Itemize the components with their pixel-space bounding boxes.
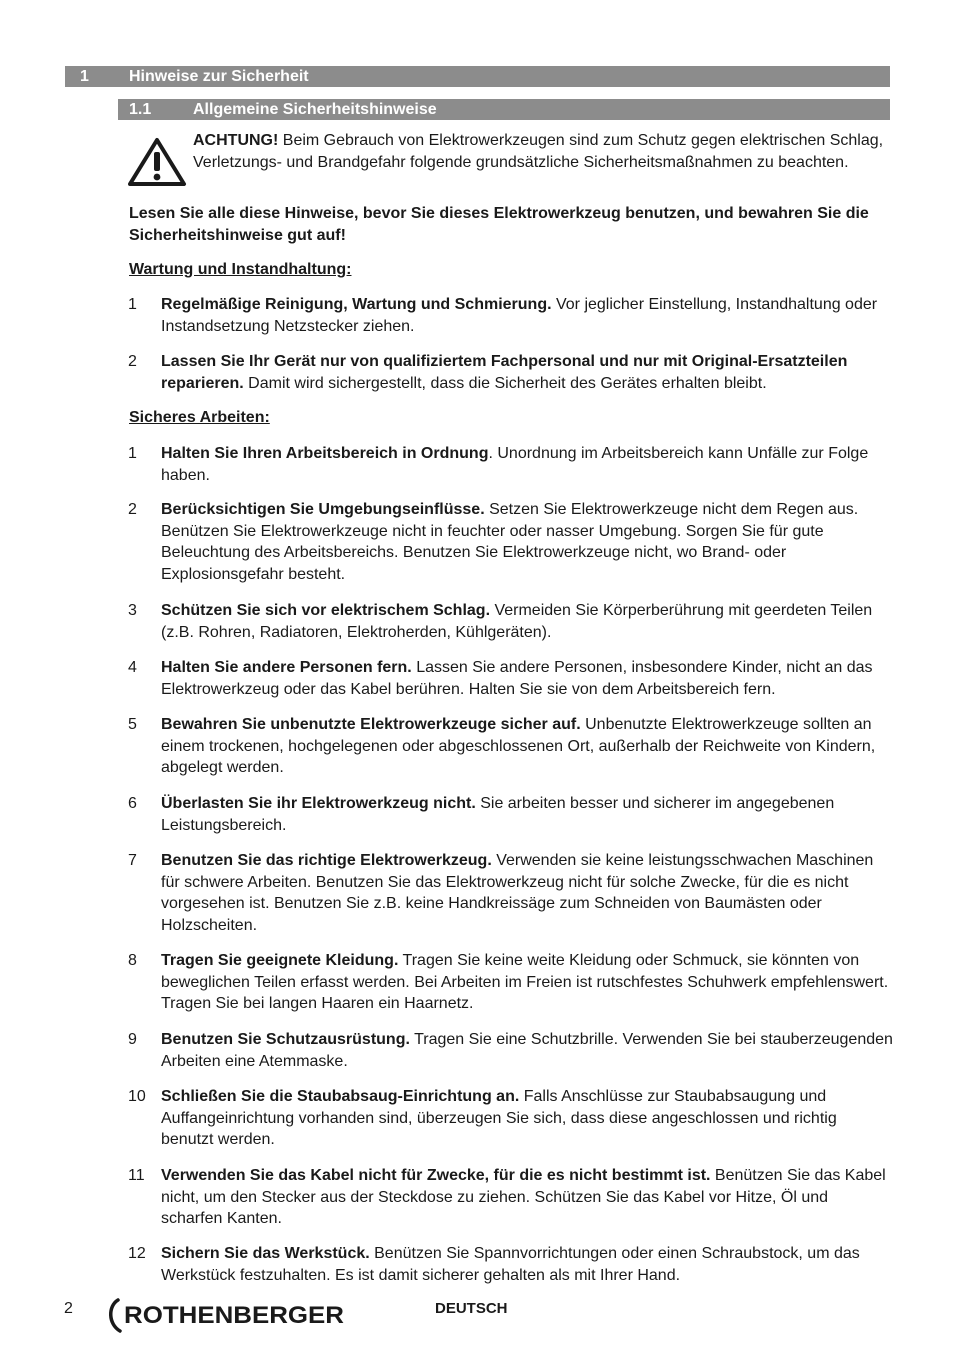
item-text: Unbenutzte Elektrowerkzeuge sollten an einem trockenen, hochgelegenen oder abgeschlossenen Ort, außerhalb der Reichweite von Kindern, abgelegt werden. bbox=[161, 716, 876, 776]
item-number: 8 bbox=[128, 952, 137, 969]
item-bold: Schützen Sie sich vor elektrischem Schlag. bbox=[161, 602, 491, 619]
list-item bbox=[128, 1029, 893, 1072]
item-number: 1 bbox=[128, 296, 137, 313]
list-item bbox=[128, 499, 893, 585]
page-number: 2 bbox=[64, 1300, 73, 1317]
item-number: 2 bbox=[128, 501, 137, 518]
item-bold: Lassen Sie Ihr Gerät nur von qualifiziertem Fachpersonal und nur mit Original-Ersatzteilen reparieren. bbox=[161, 353, 848, 392]
maintenance-heading: Wartung und Instandhaltung: bbox=[129, 261, 352, 278]
item-number: 10 bbox=[128, 1088, 146, 1105]
list-item bbox=[128, 1165, 893, 1230]
item-number: 5 bbox=[128, 716, 137, 733]
item-bold: Berücksichtigen Sie Umgebungseinflüsse. bbox=[161, 501, 485, 518]
item-number: 6 bbox=[128, 795, 137, 812]
item-text: Vor jeglicher Einstellung, Instandhaltung oder Instandsetzung Netzstecker ziehen. bbox=[161, 296, 878, 335]
item-text: . Unordnung im Arbeitsbereich kann Unfälle zur Folge haben. bbox=[161, 445, 869, 484]
item-number: 2 bbox=[128, 353, 137, 370]
safe-work-heading: Sicheres Arbeiten: bbox=[129, 409, 270, 426]
warning-body: Beim Gebrauch von Elektrowerkzeugen sind zum Schutz gegen elektrischen Schlag, Verletzungs- und Brandgefahr folgende grundsätzliche Sicherheitsmaßnahmen zu beachten. bbox=[193, 132, 884, 171]
item-number: 11 bbox=[128, 1167, 145, 1184]
item-number: 4 bbox=[128, 659, 137, 676]
item-text: Benützen Sie Spannvorrichtungen oder einen Schraubstock, um das Werkstück festzuhalten. Es ist damit sicherer gehalten als mit Ihrer Hand. bbox=[161, 1245, 860, 1284]
section-number: 1 bbox=[80, 68, 89, 85]
item-text: Setzen Sie Elektrowerkzeuge nicht dem Regen aus. Benützen Sie Elektrowerkzeuge nicht in feuchter oder nasser Umgebung. Sorgen Sie für gute Beleuchtung des Arbeitsbereichs. Benutzen Sie Elektrowerkzeuge nicht, wo Brand- oder Explosionsgefahr besteht. bbox=[161, 501, 859, 583]
item-bold: Benutzen Sie das richtige Elektrowerkzeug. bbox=[161, 852, 492, 869]
item-number: 1 bbox=[128, 445, 137, 462]
item-bold: Regelmäßige Reinigung, Wartung und Schmierung. bbox=[161, 296, 552, 313]
list-item bbox=[128, 443, 893, 486]
item-text: Lassen Sie andere Personen, insbesondere Kinder, nicht an das Elektrowerkzeug oder das Kabel berühren. Halten Sie sie von dem Arbeitsbereich fern. bbox=[161, 659, 873, 698]
intro-text: Lesen Sie alle diese Hinweise, bevor Sie dieses Elektrowerkzeug benutzen, und bewahren Sie die Sicherheitshinweise gut auf! bbox=[129, 205, 869, 244]
item-text: Benützen Sie das Kabel nicht, um den Stecker aus der Steckdose zu ziehen. Schützen Sie das Kabel vor Hitze, Öl und scharfen Kanten. bbox=[161, 1167, 886, 1227]
item-bold: Benutzen Sie Schutzausrüstung. bbox=[161, 1031, 410, 1048]
list-item bbox=[128, 1086, 893, 1151]
warning-triangle-icon bbox=[127, 137, 187, 187]
item-bold: Halten Sie Ihren Arbeitsbereich in Ordnung bbox=[161, 445, 489, 462]
logo-text: ROTHENBERGER bbox=[124, 1302, 344, 1329]
item-bold: Bewahren Sie unbenutzte Elektrowerkzeuge sicher auf. bbox=[161, 716, 581, 733]
list-item bbox=[128, 850, 893, 936]
warning-label: ACHTUNG! bbox=[193, 132, 279, 149]
list-item bbox=[128, 351, 893, 394]
item-text: Vermeiden Sie Körperberührung mit geerdeten Teilen (z.B. Rohren, Radiatoren, Elektroherden, Kühlgeräten). bbox=[161, 602, 873, 641]
item-bold: Halten Sie andere Personen fern. bbox=[161, 659, 412, 676]
item-bold: Schließen Sie die Staubabsaug-Einrichtung an. bbox=[161, 1088, 520, 1105]
item-text: Falls Anschlüsse zur Staubabsaugung und Auffangeinrichtung vorhanden sind, überzeugen Sie sich, dass diese angeschlossen und richtig benutzt werden. bbox=[161, 1088, 837, 1148]
item-bold: Überlasten Sie ihr Elektrowerkzeug nicht. bbox=[161, 795, 476, 812]
item-number: 7 bbox=[128, 852, 137, 869]
item-number: 12 bbox=[128, 1245, 146, 1262]
list-item bbox=[128, 714, 893, 779]
item-text: Sie arbeiten besser und sicherer im angegebenen Leistungsbereich. bbox=[161, 795, 835, 834]
item-bold: Verwenden Sie das Kabel nicht für Zwecke, für die es nicht bestimmt ist. bbox=[161, 1167, 711, 1184]
list-item bbox=[128, 793, 893, 836]
item-text: Verwenden sie keine leistungsschwachen Maschinen für schwere Arbeiten. Benutzen Sie das Elektrowerkzeug nicht für solche Zwecke, für die es nicht vorgesehen ist. Benutzen Sie z.B. keine Handkreissäge zum Schneiden von Baumästen oder Holzscheiten. bbox=[161, 852, 874, 934]
list-item bbox=[128, 294, 893, 337]
section-heading-1-1 bbox=[118, 99, 890, 120]
list-item bbox=[128, 1243, 893, 1286]
item-number: 9 bbox=[128, 1031, 137, 1048]
section-heading-1 bbox=[65, 66, 890, 87]
item-bold: Tragen Sie geeignete Kleidung. bbox=[161, 952, 399, 969]
rothenberger-logo bbox=[104, 1296, 354, 1336]
subsection-number: 1.1 bbox=[129, 101, 152, 118]
language-label: DEUTSCH bbox=[435, 1300, 508, 1317]
list-item bbox=[128, 950, 893, 1015]
list-item bbox=[128, 600, 893, 643]
list-item bbox=[128, 657, 893, 700]
item-text: Damit wird sichergestellt, dass die Sicherheit des Gerätes erhalten bleibt. bbox=[243, 374, 767, 392]
item-number: 3 bbox=[128, 602, 137, 619]
warning-text bbox=[193, 130, 893, 173]
item-bold: Sichern Sie das Werkstück. bbox=[161, 1245, 370, 1262]
item-text: Tragen Sie eine Schutzbrille. Verwenden Sie bei stauberzeugenden Arbeiten eine Atemmaske. bbox=[161, 1031, 893, 1070]
item-text: Tragen Sie keine weite Kleidung oder Schmuck, sie könnten von beweglichen Teilen erfasst werden. Bei Arbeiten im Freien ist rutschfestes Schuhwerk empfehlenswert. Tragen Sie bei langen Haaren ein Haarnetz. bbox=[161, 952, 889, 1012]
subsection-title: Allgemeine Sicherheitshinweise bbox=[193, 101, 437, 118]
section-title: Hinweise zur Sicherheit bbox=[129, 68, 309, 85]
